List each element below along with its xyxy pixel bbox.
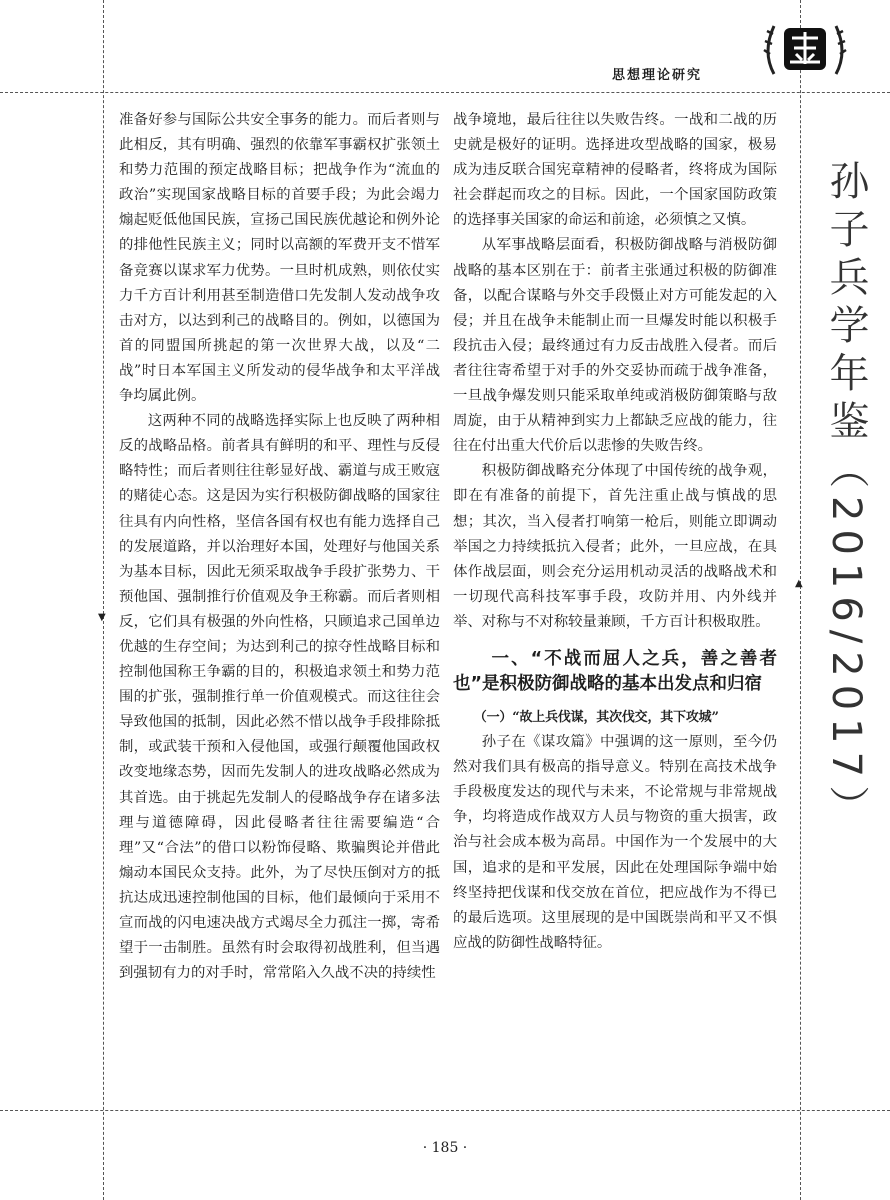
right-paragraph-3: 积极防御战略充分体现了中国传统的战争观，即在有准备的前提下，首先注重止战与慎战的思想；其次，当入侵者打响第一枪后，则能立即调动举国之力持续抵抗入侵者；此外，一旦应战，在具体作战层面，则会充分运用机动灵活的战略战术和一切现代高科技军事手段，攻防并用、内外线并举、对称与不对称较量兼顾，千方百计积极取胜。 bbox=[453, 463, 777, 630]
left-arrow-down-icon: ▼ bbox=[98, 612, 106, 623]
right-paragraph-2: 从军事战略层面看，积极防御战略与消极防御战略的基本区别在于：前者主张通过积极的防御准备，以配合谋略与外交手段慑止对方可能发起的入侵；并且在战争未能制止而一旦爆发时能以积极手段抗击入侵；最终通过有力反击战胜入侵者。而后者往往寄希望于对手的外交妥协而疏于战争准备，一旦战争爆发则只能采取单纯或消极防御策略与敌周旋，由于从精神到实力上都缺乏应战的能力，往往在付出重大代价后以悲惨的失败告终。 bbox=[453, 237, 777, 455]
yearbook-logo-icon bbox=[760, 14, 850, 84]
left-dashed-rule bbox=[103, 0, 104, 1200]
right-paragraph-1: 战争境地，最后往往以失败告终。一战和二战的历史就是极好的证明。选择进攻型战略的国家，极易成为违反联合国宪章精神的侵略者，终将成为国际社会群起而攻之的目标。因此，一个国家国防政策的选择事关国家的命运和前途，必须慎之又慎。 bbox=[453, 112, 777, 229]
left-column bbox=[119, 108, 440, 986]
right-dashed-rule bbox=[800, 0, 801, 1200]
page-number: · 185 · bbox=[422, 1140, 468, 1156]
right-arrow-up-icon: ▲ bbox=[795, 578, 803, 589]
section-label: 思想理论研究 bbox=[612, 68, 703, 83]
subsection-heading: （一）“故上兵伐谋，其次伐交，其下攻城” bbox=[473, 709, 719, 725]
side-title: 孙子兵学年鉴（2016/2017） bbox=[823, 160, 869, 834]
bottom-dashed-rule bbox=[0, 1110, 890, 1111]
right-column bbox=[453, 108, 777, 956]
right-paragraph-4: 孙子在《谋攻篇》中强调的这一原则，至今仍然对我们具有极高的指导意义。特别在高技术战争手段极度发达的现代与未来，不论常规与非常规战争，均将造成作战双方人员与物资的重大损害，政治与社会成本极为高昂。中国作为一个发展中的大国，追求的是和平发展，因此在处理国际争端中始终坚持把伐谋和伐交放在首位，把应战作为不得已的最后选项。这里展现的是中国既崇尚和平又不惧应战的防御性战略特征。 bbox=[453, 734, 777, 951]
left-paragraph-2: 这两种不同的战略选择实际上也反映了两种相反的战略品格。前者具有鲜明的和平、理性与反侵略特性；而后者则往往彰显好战、霸道与成王败寇的赌徒心态。这是因为实行积极防御战略的国家往往具有内向性格，坚信各国有权也有能力选择自己的发展道路，并以治理好本国，处理好与他国关系为基本目标，因此无须采取战争手段扩张势力、干预他国、强制推行价值观及争王称霸。而后者则相反，它们具有极强的外向性格，只顾追求己国单边优越的生存空间；为达到利己的掠夺性战略目标和控制他国称王争霸的目的，积极追求领土和势力范围的扩张，强制推行单一价值观模式。而这往往会导致他国的抵制，因此必然不惜以战争手段排除抵制，或武装干预和入侵他国，或强行颠覆他国政权改变地缘态势，因而先发制人的进攻战略必然成为其首选。由于挑起先发制人的侵略战争存在诸多法理与道德障碍，因此侵略者往往需要编造“合理”又“合法”的借口以粉饰侵略、欺骗舆论并借此煽动本国民众支持。此外，为了尽快压倒对方的抵抗达成迅速控制他国的目标，他们最倾向于采用不宣而战的闪电速决战方式竭尽全力孤注一掷，寄希望于一击制胜。虽然有时会取得初战胜利，但当遇到强韧有力的对手时，常常陷入久战不决的持续性 bbox=[119, 413, 440, 982]
top-dashed-rule bbox=[0, 92, 890, 93]
left-paragraph-1: 准备好参与国际公共安全事务的能力。而后者则与此相反，其有明确、强烈的依靠军事霸权扩张领土和势力范围的预定战略目标；把战争作为“流血的政治”实现国家战略目标的首要手段；为此会竭力煽起贬低他国民族，宣扬己国民族优越论和例外论的排他性民族主义；同时以高额的军费开支不惜军备竞赛以谋求军力优势。一旦时机成熟，则依仗实力千方百计利用甚至制造借口先发制人发动战争攻击对方，以达到利己的战略目的。例如，以德国为首的同盟国所挑起的第一次世界大战，以及“二战”时日本军国主义所发动的侵华战争和太平洋战争均属此例。 bbox=[119, 112, 440, 405]
section-heading: 一、“不战而屈人之兵，善之善者也”是积极防御战略的基本出发点和归宿 bbox=[453, 648, 777, 694]
